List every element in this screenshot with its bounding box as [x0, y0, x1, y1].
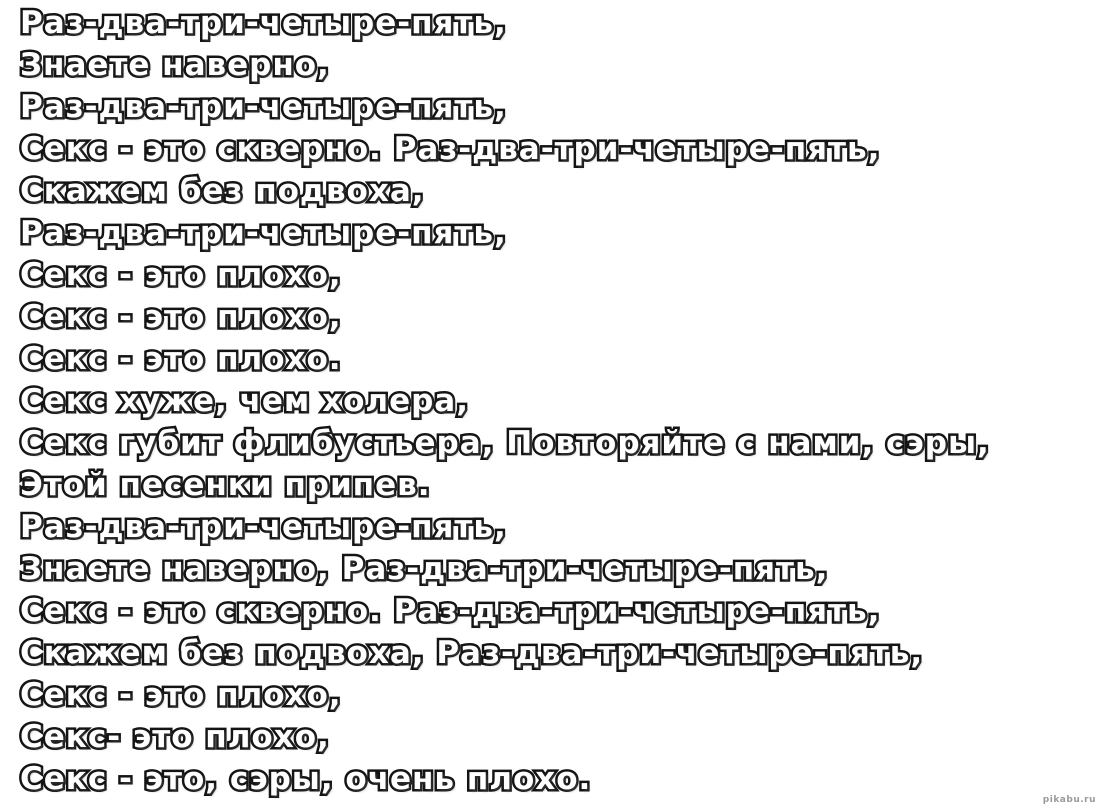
- lyric-line: Секс хуже, чем холера,: [20, 383, 469, 419]
- lyric-line: Секс - это плохо,: [20, 299, 342, 335]
- lyric-line: Скажем без подвоха, Раз-два-три-четыре-пять,: [20, 635, 924, 671]
- lyric-line: Секс - это плохо.: [20, 341, 342, 377]
- lyric-line: Секс - это скверно. Раз-два-три-четыре-пять,: [20, 593, 881, 629]
- lyric-line: Раз-два-три-четыре-пять,: [20, 5, 507, 41]
- lyric-line: Скажем без подвоха,: [20, 173, 425, 209]
- lyrics-text: [20, 2, 1100, 800]
- lyric-line: Знаете наверно,: [20, 47, 330, 83]
- lyric-line: Знаете наверно, Раз-два-три-четыре-пять,: [20, 551, 829, 587]
- lyric-line: Секс - это, сэры, очень плохо.: [20, 761, 592, 797]
- lyric-line: Раз-два-три-четыре-пять,: [20, 89, 507, 125]
- lyric-line: Секс - это плохо,: [20, 257, 342, 293]
- lyric-line: Секс губит флибустьера, Повторяйте с нами, сэры,: [20, 425, 990, 461]
- lyric-line: Секс - это скверно. Раз-два-три-четыре-пять,: [20, 131, 881, 167]
- lyric-line: Секс - это плохо,: [20, 677, 342, 713]
- lyric-line: Этой песенки припев.: [20, 467, 431, 503]
- lyric-line: Раз-два-три-четыре-пять,: [20, 215, 507, 251]
- lyric-line: Секс- это плохо,: [20, 719, 330, 755]
- watermark: pikabu.ru: [1042, 795, 1096, 805]
- lyric-line: Раз-два-три-четыре-пять,: [20, 509, 507, 545]
